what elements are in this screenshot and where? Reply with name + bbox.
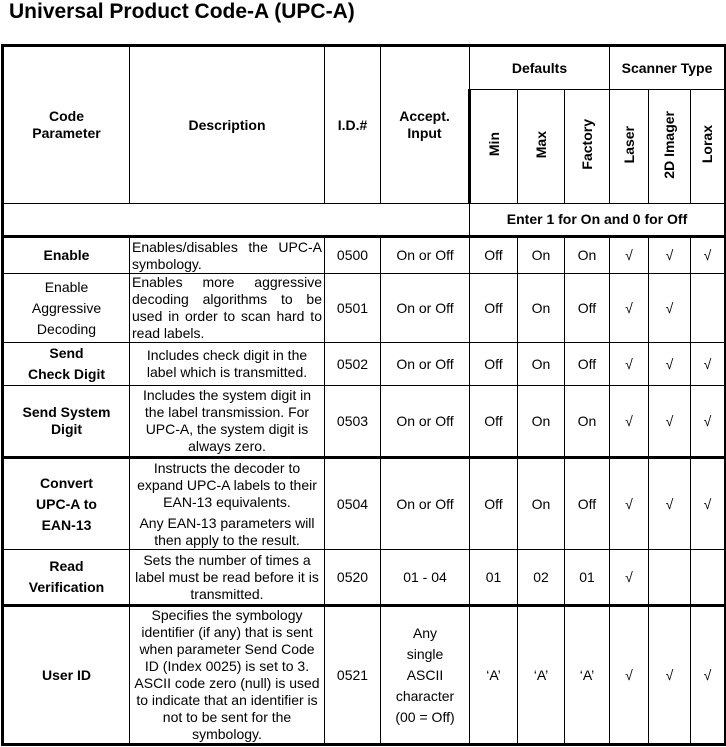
code-parameter (3, 386, 130, 458)
accept-input-line: Any (412, 624, 438, 641)
header-code-parameter-line: Code (49, 108, 84, 124)
imager-check: √ (649, 458, 691, 550)
description-text: Sets the number of times a label must be read before it is transmitted. (135, 551, 319, 602)
header-min (470, 90, 518, 204)
accept-input-line: On or Off (396, 412, 454, 429)
laser-check: √ (610, 343, 649, 386)
default-min: Off (470, 386, 518, 458)
header-factory (565, 90, 610, 204)
default-factory: Off (565, 458, 610, 550)
lorax-check (691, 550, 726, 606)
default-min: ‘A’ (470, 606, 518, 745)
header-min-text: Min (485, 132, 502, 157)
header-scanner-type: Scanner Type (610, 46, 726, 90)
description (130, 386, 325, 458)
code-parameter-line: EAN-13 (41, 516, 92, 533)
header-max (518, 90, 565, 204)
imager-check: √ (649, 386, 691, 458)
description (130, 237, 325, 274)
description-text: Includes the system digit in the label transmission. For UPC-A, the system digit is always zero. (142, 387, 312, 454)
id-number: 0521 (325, 606, 381, 745)
enter-note: Enter 1 for On and 0 for Off (470, 204, 726, 237)
table-row (3, 343, 726, 386)
accept-input-line: On or Off (396, 495, 454, 512)
code-parameter-line: Send System (22, 404, 111, 420)
description-text: Any EAN-13 parameters will then apply to the result. (139, 514, 315, 548)
code-parameter-line: User ID (41, 666, 92, 683)
code-parameter-line: Convert (40, 474, 93, 491)
default-factory: On (565, 386, 610, 458)
accept-input-line: ASCII (406, 666, 444, 683)
id-number: 0503 (325, 386, 381, 458)
lorax-check: √ (691, 458, 726, 550)
subheader-blank (3, 204, 470, 237)
description-text: Includes check digit in the label which is transmitted. (146, 347, 308, 380)
default-max: On (518, 343, 565, 386)
accept-input (381, 237, 470, 274)
default-max: On (518, 458, 565, 550)
default-min: Off (470, 458, 518, 550)
accept-input-line: 01 - 04 (403, 568, 447, 585)
default-min: Off (470, 274, 518, 343)
default-max: 02 (518, 550, 565, 606)
accept-input-line: single (406, 645, 444, 662)
accept-input-line: On or Off (396, 247, 454, 263)
code-parameter-line: Digit (50, 421, 83, 437)
id-number: 0520 (325, 550, 381, 606)
code-parameter-line: Aggressive (31, 299, 102, 316)
code-parameter-line: UPC-A to (36, 495, 97, 512)
header-max-text: Max (532, 130, 549, 159)
id-number: 0501 (325, 274, 381, 343)
id-number: 0502 (325, 343, 381, 386)
header-description: Description (130, 46, 325, 204)
lorax-check (691, 274, 726, 343)
description-text: Specifies the symbology identifier (if any) that is sent when parameter Send Code ID (Index 0025) is set to 3. ASCII code zero (null) is used to indicate that an identifier is not to be sent for the symbology. (134, 607, 320, 742)
code-parameter-line: Read (49, 558, 84, 574)
imager-check: √ (649, 343, 691, 386)
lorax-check: √ (691, 386, 726, 458)
code-parameter-line: Verification (28, 579, 105, 595)
header-lorax (691, 90, 726, 204)
code-parameter-line: Decoding (36, 320, 97, 337)
default-max: ‘A’ (518, 606, 565, 745)
code-parameter (3, 274, 130, 343)
header-accept-input (381, 46, 470, 204)
header-code-parameter-line: Parameter (32, 125, 101, 141)
code-parameter-line: Send (49, 345, 84, 361)
laser-check: √ (610, 550, 649, 606)
accept-input (381, 606, 470, 745)
header-accept-input-line: Accept. (399, 108, 450, 124)
description-text: Enables more aggressive decoding algorithms to be used in order to scan hard to read labels. (132, 274, 322, 341)
lorax-check: √ (691, 606, 726, 745)
imager-check: √ (649, 237, 691, 274)
accept-input (381, 343, 470, 386)
default-min: 01 (470, 550, 518, 606)
description (130, 343, 325, 386)
default-factory: 01 (565, 550, 610, 606)
accept-input (381, 458, 470, 550)
table-row (3, 237, 726, 274)
description-text: Instructs the decoder to expand UPC-A labels to their EAN-13 equivalents. (137, 459, 317, 510)
accept-input-line: On or Off (396, 355, 454, 372)
code-parameter-line: Check Digit (27, 366, 105, 382)
default-factory: Off (565, 274, 610, 343)
default-factory: On (565, 237, 610, 274)
code-parameter (3, 458, 130, 550)
description (130, 606, 325, 745)
id-number: 0500 (325, 237, 381, 274)
accept-input (381, 274, 470, 343)
imager-check: √ (649, 606, 691, 745)
accept-input-line: On or Off (396, 299, 454, 316)
default-max: On (518, 386, 565, 458)
lorax-check: √ (691, 237, 726, 274)
header-id: I.D.# (325, 46, 381, 204)
accept-input (381, 550, 470, 606)
description-text: Enables/disables the UPC-A symbology. (132, 238, 322, 272)
id-number: 0504 (325, 458, 381, 550)
code-parameter (3, 550, 130, 606)
header-2d-imager (649, 90, 691, 204)
header-code-parameter (3, 46, 130, 204)
accept-input (381, 386, 470, 458)
code-parameter-line: Enable (44, 278, 89, 295)
description (130, 550, 325, 606)
description (130, 458, 325, 550)
header-factory-text: Factory (578, 119, 595, 170)
accept-input-line: (00 = Off) (395, 708, 455, 725)
page-title: Universal Product Code-A (UPC-A) (9, 0, 355, 23)
accept-input-line: character (395, 687, 455, 704)
table-row (3, 458, 726, 550)
table-row (3, 386, 726, 458)
upc-a-parameter-table (1, 44, 726, 746)
table-row (3, 550, 726, 606)
code-parameter (3, 237, 130, 274)
laser-check: √ (610, 274, 649, 343)
header-accept-input-line: Input (407, 125, 442, 141)
table-row (3, 606, 726, 745)
header-lorax-text: Lorax (699, 125, 716, 164)
header-laser-text: Laser (620, 125, 637, 164)
laser-check: √ (610, 386, 649, 458)
table-row (3, 274, 726, 343)
default-max: On (518, 237, 565, 274)
code-parameter (3, 343, 130, 386)
header-2d-imager-text: 2D Imager (661, 110, 677, 179)
default-max: On (518, 274, 565, 343)
lorax-check: √ (691, 343, 726, 386)
header-laser (610, 90, 649, 204)
default-min: Off (470, 237, 518, 274)
default-min: Off (470, 343, 518, 386)
imager-check: √ (649, 274, 691, 343)
header-defaults: Defaults (470, 46, 610, 90)
laser-check: √ (610, 606, 649, 745)
laser-check: √ (610, 458, 649, 550)
imager-check (649, 550, 691, 606)
code-parameter (3, 606, 130, 745)
laser-check: √ (610, 237, 649, 274)
default-factory: ‘A’ (565, 606, 610, 745)
code-parameter-line: Enable (43, 247, 90, 263)
default-factory: Off (565, 343, 610, 386)
description (130, 274, 325, 343)
